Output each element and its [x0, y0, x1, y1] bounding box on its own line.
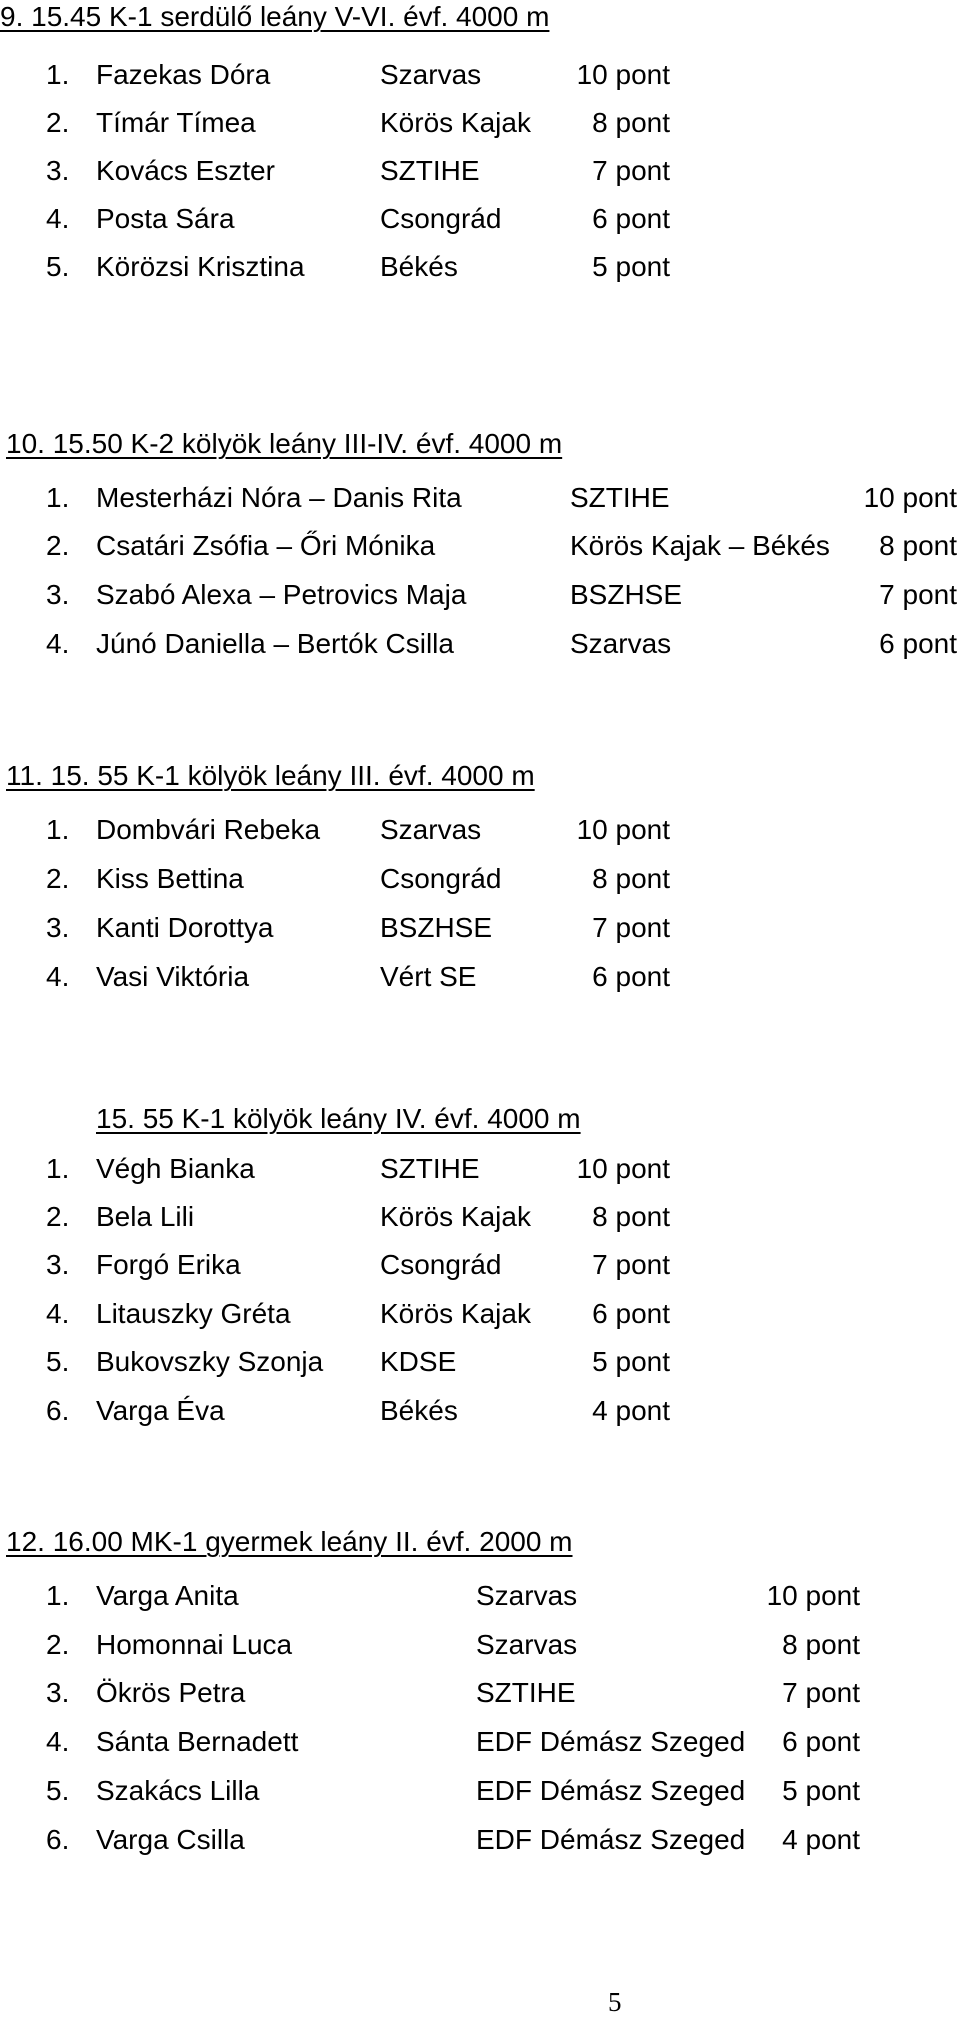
club-name: Körös Kajak: [380, 1201, 531, 1232]
page-number: 5: [608, 1987, 622, 2017]
result-row: [0, 960, 960, 994]
result-row: [0, 1248, 960, 1282]
points: 8 pont: [592, 863, 670, 894]
result-row: [0, 481, 960, 515]
club-name: EDF Démász Szeged: [476, 1775, 746, 1806]
place-number: 1.: [46, 59, 70, 90]
points: 8 pont: [782, 1629, 860, 1660]
competitor-name: Sánta Bernadett: [96, 1726, 299, 1757]
competitor-name: Szabó Alexa – Petrovics Maja: [96, 579, 467, 610]
competitor-name: Varga Éva: [96, 1395, 225, 1426]
competitor-name: Homonnai Luca: [96, 1629, 293, 1660]
place-number: 5.: [46, 1775, 70, 1806]
result-row: [0, 202, 960, 236]
competitor-name: Posta Sára: [96, 203, 235, 234]
points: 7 pont: [592, 155, 670, 186]
club-name: Vért SE: [380, 961, 477, 992]
place-number: 6.: [46, 1395, 70, 1426]
points: 5 pont: [782, 1775, 860, 1806]
competitor-name: Vasi Viktória: [96, 961, 250, 992]
result-row: [0, 154, 960, 188]
competitor-name: Szakács Lilla: [96, 1775, 260, 1806]
result-row: [0, 58, 960, 92]
place-number: 4.: [46, 961, 70, 992]
club-name: EDF Démász Szeged: [476, 1824, 746, 1855]
result-row: [0, 1152, 960, 1186]
points: 10 pont: [576, 814, 670, 845]
result-row: [0, 529, 960, 563]
points: 10 pont: [766, 1580, 860, 1611]
club-name: Körös Kajak: [380, 1298, 531, 1329]
place-number: 6.: [46, 1824, 70, 1855]
club-name: BSZHSE: [570, 579, 683, 610]
result-row: [0, 1345, 960, 1379]
place-number: 3.: [46, 155, 70, 186]
points: 8 pont: [592, 1201, 670, 1232]
competitor-name: Litauszky Gréta: [96, 1298, 291, 1329]
points: 6 pont: [592, 961, 670, 992]
club-name: Szarvas: [476, 1629, 578, 1660]
points: 8 pont: [592, 107, 670, 138]
result-row: [0, 250, 960, 284]
result-row: [0, 1725, 960, 1759]
competitor-name: Kovács Eszter: [96, 155, 275, 186]
place-number: 2.: [46, 530, 70, 561]
place-number: 2.: [46, 107, 70, 138]
result-row: [0, 106, 960, 140]
place-number: 1.: [46, 814, 70, 845]
club-name: Szarvas: [380, 814, 482, 845]
result-row: [0, 911, 960, 945]
points: 5 pont: [592, 1346, 670, 1377]
place-number: 1.: [46, 1153, 70, 1184]
competitor-name: Júnó Daniella – Bertók Csilla: [96, 628, 454, 659]
points: 6 pont: [782, 1726, 860, 1757]
competitor-name: Mesterházi Nóra – Danis Rita: [96, 482, 462, 513]
points: 10 pont: [863, 482, 957, 513]
place-number: 4.: [46, 1298, 70, 1329]
points: 7 pont: [782, 1677, 860, 1708]
points: 7 pont: [592, 912, 670, 943]
result-row: [0, 578, 960, 612]
club-name: Csongrád: [380, 203, 502, 234]
club-name: EDF Démász Szeged: [476, 1726, 746, 1757]
place-number: 3.: [46, 1677, 70, 1708]
result-row: [0, 1200, 960, 1234]
competitor-name: Körözsi Krisztina: [96, 251, 305, 282]
club-name: SZTIHE: [476, 1677, 576, 1708]
place-number: 2.: [46, 863, 70, 894]
points: 7 pont: [592, 1249, 670, 1280]
result-row: [0, 813, 960, 847]
club-name: Szarvas: [570, 628, 672, 659]
club-name: SZTIHE: [570, 482, 670, 513]
result-row: [0, 1774, 960, 1808]
result-row: [0, 862, 960, 896]
result-row: [0, 1579, 960, 1613]
place-number: 3.: [46, 912, 70, 943]
competitor-name: Csatári Zsófia – Őri Mónika: [96, 530, 436, 561]
club-name: Körös Kajak – Békés: [570, 530, 830, 561]
points: 10 pont: [576, 1153, 670, 1184]
club-name: SZTIHE: [380, 155, 480, 186]
race-heading: 15. 55 K-1 kölyök leány IV. évf. 4000 m: [96, 1103, 581, 1134]
club-name: Szarvas: [380, 59, 482, 90]
place-number: 2.: [46, 1629, 70, 1660]
points: 4 pont: [782, 1824, 860, 1855]
competitor-name: Varga Csilla: [96, 1824, 245, 1855]
points: 4 pont: [592, 1395, 670, 1426]
result-row: [0, 1628, 960, 1662]
place-number: 3.: [46, 1249, 70, 1280]
race-heading: 10. 15.50 K-2 kölyök leány III-IV. évf. 4000 m: [6, 428, 563, 459]
club-name: KDSE: [380, 1346, 457, 1377]
competitor-name: Varga Anita: [96, 1580, 239, 1611]
competitor-name: Tímár Tímea: [96, 107, 256, 138]
club-name: Körös Kajak: [380, 107, 531, 138]
result-row: [0, 1297, 960, 1331]
competitor-name: Bukovszky Szonja: [96, 1346, 324, 1377]
place-number: 1.: [46, 482, 70, 513]
result-row: [0, 627, 960, 661]
place-number: 5.: [46, 1346, 70, 1377]
competitor-name: Forgó Erika: [96, 1249, 241, 1280]
points: 8 pont: [879, 530, 957, 561]
club-name: Szarvas: [476, 1580, 578, 1611]
result-row: [0, 1676, 960, 1710]
place-number: 4.: [46, 203, 70, 234]
points: 6 pont: [592, 203, 670, 234]
points: 6 pont: [879, 628, 957, 659]
points: 5 pont: [592, 251, 670, 282]
place-number: 4.: [46, 628, 70, 659]
competitor-name: Ökrös Petra: [96, 1677, 246, 1708]
points: 10 pont: [576, 59, 670, 90]
club-name: Békés: [380, 251, 458, 282]
result-row: [0, 1394, 960, 1428]
points: 7 pont: [879, 579, 957, 610]
club-name: Csongrád: [380, 1249, 502, 1280]
club-name: Csongrád: [380, 863, 502, 894]
club-name: SZTIHE: [380, 1153, 480, 1184]
competitor-name: Végh Bianka: [96, 1153, 255, 1184]
place-number: 5.: [46, 251, 70, 282]
race-heading: 9. 15.45 K-1 serdülő leány V-VI. évf. 4000 m: [0, 1, 550, 32]
place-number: 1.: [46, 1580, 70, 1611]
competitor-name: Kiss Bettina: [96, 863, 244, 894]
race-heading: 11. 15. 55 K-1 kölyök leány III. évf. 4000 m: [6, 760, 535, 791]
place-number: 2.: [46, 1201, 70, 1232]
club-name: BSZHSE: [380, 912, 493, 943]
club-name: Békés: [380, 1395, 458, 1426]
place-number: 4.: [46, 1726, 70, 1757]
competitor-name: Fazekas Dóra: [96, 59, 271, 90]
competitor-name: Bela Lili: [96, 1201, 195, 1232]
place-number: 3.: [46, 579, 70, 610]
result-row: [0, 1823, 960, 1857]
race-heading: 12. 16.00 MK-1 gyermek leány II. évf. 2000 m: [6, 1526, 573, 1557]
points: 6 pont: [592, 1298, 670, 1329]
competitor-name: Kanti Dorottya: [96, 912, 274, 943]
competitor-name: Dombvári Rebeka: [96, 814, 321, 845]
